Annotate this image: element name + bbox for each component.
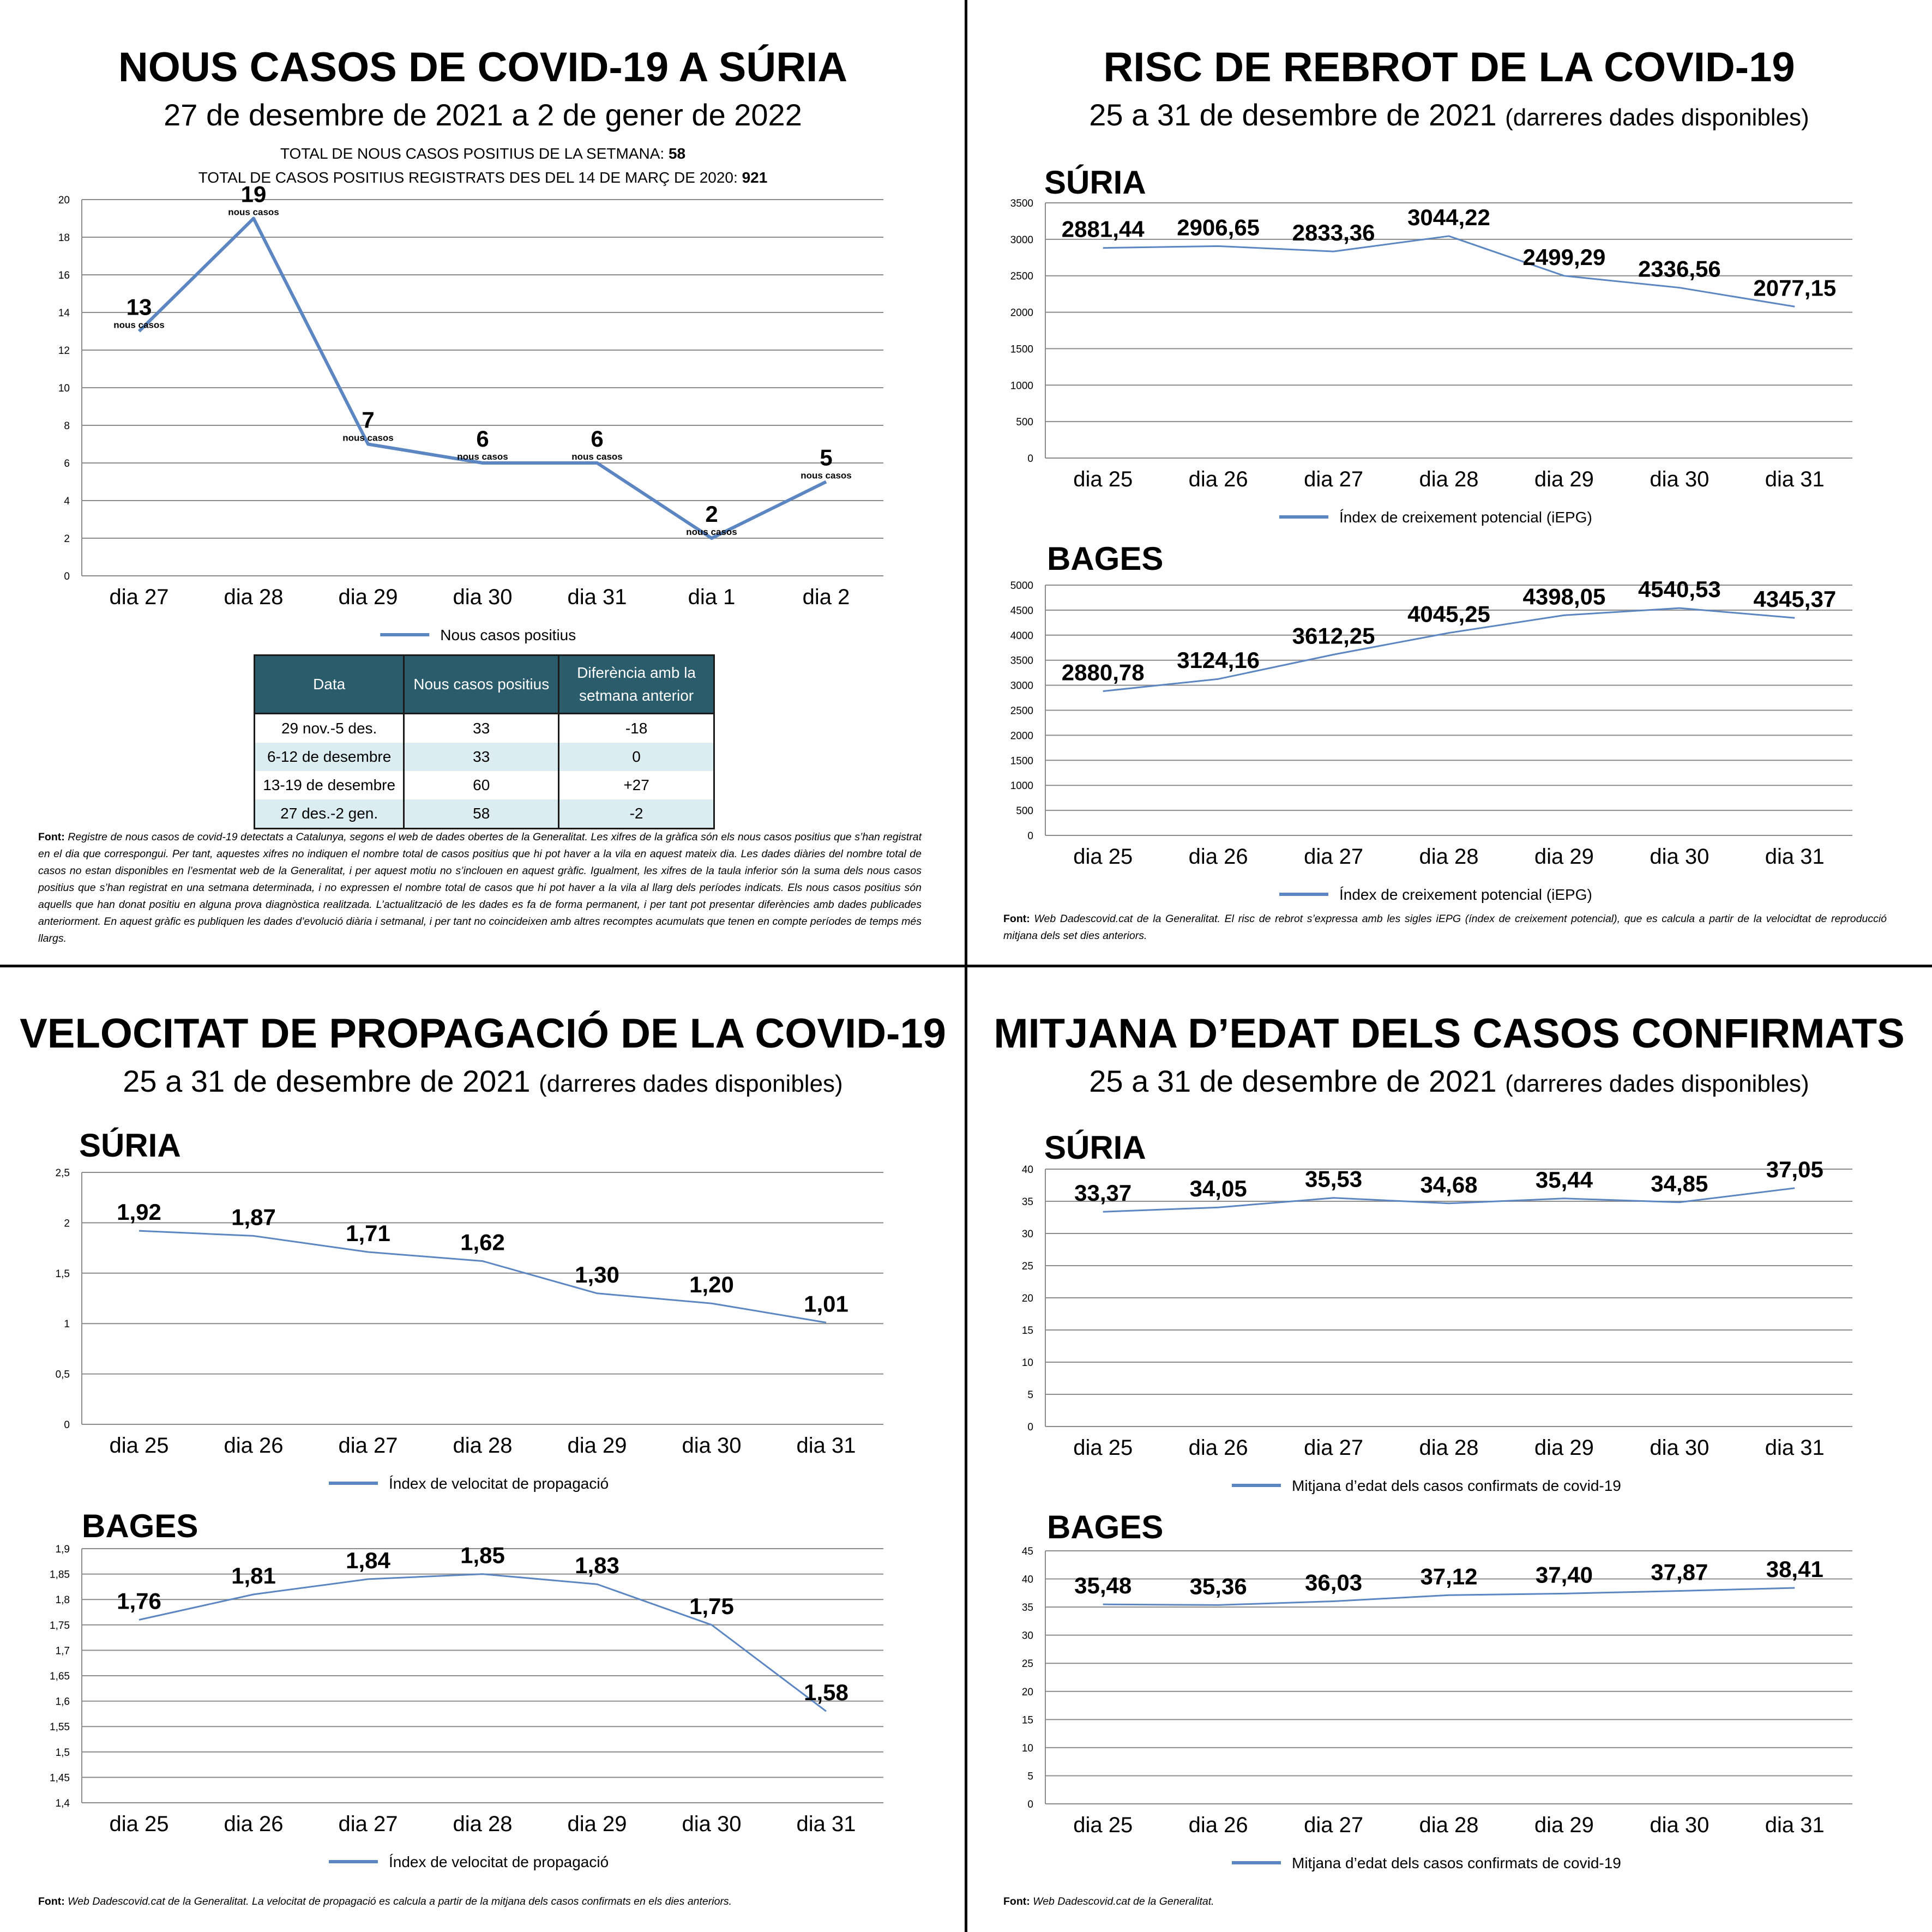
data-label: 3612,25 [1292,623,1375,649]
y-tick-label: 35 [1021,1602,1033,1614]
y-tick-label: 1,55 [50,1722,70,1734]
data-label: 4540,53 [1638,576,1721,603]
data-label: 1,30 [575,1261,619,1287]
data-label-note: nous casos [342,432,394,443]
x-tick-label: dia 31 [1765,467,1825,491]
data-label: 2336,56 [1638,256,1721,282]
y-tick-label: 1,8 [55,1594,70,1606]
source-note-text: Web Dadescovid.cat de la Generalitat. El risc de rebrot s’expressa amb les sigles iEPG (índex de creixement potencial), que es calcula a partir de la velocidtat de reproducció mitjana dels set dies anteriors. [1003,913,1887,942]
x-tick-label: dia 26 [224,1434,284,1458]
y-tick-label: 1000 [1010,380,1033,392]
data-label: 1,20 [689,1272,734,1298]
x-tick-label: dia 29 [1534,845,1594,869]
y-tick-label: 2 [64,533,70,545]
x-tick-label: dia 30 [682,1434,742,1458]
legend-label: Nous casos positius [440,627,576,643]
overall-total-label: TOTAL DE CASOS POSITIUS REGISTRATS DES DEL 14 DE MARÇ DE 2020: [198,169,742,186]
legend-label: Índex de velocitat de propagació [389,1853,609,1870]
x-tick-label: dia 29 [567,1434,627,1458]
source-note-text: Web Dadescovid.cat de la Generalitat. [1030,1895,1214,1907]
data-label: 38,41 [1766,1556,1823,1582]
data-label: 19 [240,181,267,207]
y-tick-label: 5 [1027,1771,1033,1783]
y-tick-label: 500 [1016,417,1033,429]
x-tick-label: dia 29 [1534,1813,1594,1837]
x-tick-label: dia 30 [1650,1813,1710,1837]
x-tick-label: dia 31 [567,585,627,609]
data-label: 13 [126,294,152,320]
data-label: 34,85 [1651,1170,1708,1196]
x-tick-label: dia 25 [1073,1813,1133,1837]
data-label: 5 [820,444,833,471]
data-label: 35,48 [1074,1573,1132,1599]
data-label: 1,84 [346,1547,390,1573]
section-label-suria: SÚRIA [79,1127,181,1164]
data-label-note: nous casos [571,452,623,462]
y-tick-label: 1000 [1010,780,1033,792]
y-tick-label: 25 [1021,1261,1033,1272]
y-tick-label: 10 [1021,1742,1033,1754]
data-label: 1,92 [117,1199,161,1225]
data-label-note: nous casos [686,527,737,537]
x-tick-label: dia 28 [1419,1436,1479,1460]
y-tick-label: 18 [58,232,70,244]
table-row [255,714,714,743]
panel-regrowth-risk [966,0,1932,966]
y-tick-label: 2000 [1010,307,1033,319]
source-note-label: Font: [1003,913,1030,925]
y-tick-label: 16 [58,270,70,281]
table-cell-diff: +27 [559,771,714,799]
y-tick-label: 2500 [1010,705,1033,717]
data-label: 3044,22 [1407,204,1490,230]
y-tick-label: 1500 [1010,755,1033,767]
subtitle-note: (darreres dades disponibles) [1505,1070,1809,1097]
x-tick-label: dia 25 [1073,1436,1133,1460]
y-tick-label: 1,6 [55,1696,70,1708]
cases-line-chart [0,0,966,654]
data-label: 4398,05 [1522,583,1606,610]
panel-new-cases [0,0,966,966]
x-tick-label: dia 29 [1534,467,1594,491]
data-label-note: nous casos [228,207,279,218]
source-note [38,1893,922,1910]
table-cell-date: 13-19 de desembre [255,771,404,799]
iepg-bages-line-chart [966,0,1932,927]
y-tick-label: 8 [64,420,70,432]
data-label: 35,53 [1305,1166,1363,1192]
y-tick-label: 35 [1021,1196,1033,1208]
section-label-suria: SÚRIA [1044,164,1146,201]
data-label: 2 [705,501,718,527]
x-tick-label: dia 25 [109,1812,169,1836]
y-tick-label: 20 [58,195,70,206]
y-tick-label: 3500 [1010,655,1033,667]
y-tick-label: 1 [64,1319,70,1331]
table-row [255,799,714,829]
y-tick-label: 30 [1021,1229,1033,1240]
y-tick-label: 1,5 [55,1747,70,1759]
legend-label: Mitjana d’edat dels casos confirmats de covid-19 [1292,1477,1621,1494]
data-label: 37,05 [1766,1156,1823,1182]
y-tick-label: 1,4 [55,1798,70,1809]
table-header-diff: Diferència amb la setmana anterior [559,655,714,714]
subtitle-dates: 25 a 31 de desembre de 2021 [1089,1064,1497,1098]
x-tick-label: dia 27 [338,1434,398,1458]
data-label: 2880,78 [1061,659,1145,685]
data-label: 2833,36 [1292,220,1375,246]
source-note-text: Web Dadescovid.cat de la Generalitat. La velocitat de propagació es calcula a partir de la mitjana dels casos confirmats en els dies anteriors. [64,1895,732,1907]
y-tick-label: 1,9 [55,1544,70,1555]
data-label: 33,37 [1074,1180,1132,1206]
data-label: 34,68 [1420,1171,1478,1197]
panel-subtitle: 27 de desembre de 2021 a 2 de gener de 2022 [164,98,802,132]
table-cell-diff: 0 [559,743,714,771]
data-label: 4045,25 [1407,601,1490,627]
series-line [139,219,826,539]
x-tick-label: dia 27 [338,1812,398,1836]
y-tick-label: 1,5 [55,1268,70,1280]
overall-total-value: 921 [742,169,768,186]
x-tick-label: dia 31 [1765,1436,1825,1460]
x-tick-label: dia 30 [1650,467,1710,491]
source-note [1003,911,1887,944]
panel-title: MITJANA D’EDAT DELS CASOS CONFIRMATS [994,1010,1905,1057]
subtitle-note: (darreres dades disponibles) [1505,104,1809,131]
x-tick-label: dia 28 [224,585,284,609]
data-label-note: nous casos [113,320,165,330]
source-note-text: Registre de nous casos de covid-19 detectats a Catalunya, segons el web de dades obertes de la Generalitat. Les xifres de la gràfica són els nous casos positius que s’han registrat en el dia que correspongui. Per tant, aquestes xifres no indiquen el nombre total de casos positius que hi pot haver a la vila en aquest mateix dia. Les dades diàries del nombre total de casos no estan disponibles en l’esmentat web de la Generalitat, i per aquest motiu no s’inclouen en aquest gràfic. Igualment, les xifres de la taula inferior són la suma dels nous casos positius que s’han registrat en una setmana determinada, i no expressen el nombre total de casos que hi pot haver a la vila al llarg dels períodes indicats. Els nous casos positius són aquells que han donat positiu en alguna prova diagnòstica realitzada. L’actualització de les dades es fa de forma permanent, i per tant pot presentar diferències amb dades publicades anteriorment. En aquest gràfic es publiquen les dades d’evolució diària i setmanal, i per tant no coincideixen amb altres recomptes acumulats que tenen en compte períodes de temps més llargs. [38,831,922,944]
table-row [255,743,714,771]
section-label-bages: BAGES [1047,1509,1164,1545]
table-header-row [255,655,714,714]
y-tick-label: 0,5 [55,1369,70,1381]
y-tick-label: 45 [1021,1546,1033,1557]
y-tick-label: 0 [1027,1799,1033,1810]
data-label: 35,36 [1189,1573,1247,1599]
y-tick-label: 30 [1021,1630,1033,1642]
table-cell-diff: -2 [559,799,714,829]
y-tick-label: 5000 [1010,580,1033,592]
y-tick-label: 1,65 [50,1671,70,1682]
legend-label: Índex de creixement potencial (iEPG) [1339,509,1592,526]
x-tick-label: dia 28 [453,1434,513,1458]
y-tick-label: 3500 [1010,198,1033,209]
x-tick-label: dia 29 [1534,1436,1594,1460]
y-tick-label: 500 [1016,805,1033,817]
table-cell-date: 27 des.-2 gen. [255,799,404,829]
data-label: 1,71 [346,1220,390,1246]
source-note [1003,1893,1887,1910]
x-tick-label: dia 31 [796,1812,856,1836]
weekly-cases-table [254,654,715,829]
data-label: 1,83 [575,1552,619,1579]
x-tick-label: dia 26 [1188,467,1248,491]
y-tick-label: 0 [64,1419,70,1431]
x-tick-label: dia 29 [338,585,398,609]
source-note-label: Font: [38,1895,65,1907]
y-tick-label: 4000 [1010,630,1033,642]
x-tick-label: dia 26 [1188,1436,1248,1460]
data-label: 37,87 [1651,1559,1708,1585]
x-tick-label: dia 1 [688,585,736,609]
y-tick-label: 0 [1027,1422,1033,1433]
panel-propagation-speed [0,966,966,1932]
y-tick-label: 10 [1021,1357,1033,1369]
source-note [38,829,922,947]
y-tick-label: 15 [1021,1325,1033,1337]
x-tick-label: dia 31 [1765,1813,1825,1837]
y-tick-label: 2000 [1010,730,1033,742]
x-tick-label: dia 28 [1419,467,1479,491]
x-tick-label: dia 27 [1304,1436,1364,1460]
table-cell-date: 6-12 de desembre [255,743,404,771]
y-tick-label: 1,45 [50,1772,70,1784]
data-label: 36,03 [1305,1569,1363,1596]
y-tick-label: 3000 [1010,680,1033,692]
table-cell-cases: 60 [404,771,559,799]
y-tick-label: 1500 [1010,344,1033,356]
x-tick-label: dia 26 [1188,1813,1248,1837]
panel-title: NOUS CASOS DE COVID-19 A SÚRIA [118,44,848,91]
data-label: 37,12 [1420,1563,1478,1590]
x-tick-label: dia 28 [453,1812,513,1836]
subtitle-dates: 25 a 31 de desembre de 2021 [1089,98,1497,132]
data-label: 2881,44 [1061,216,1145,242]
table-header-date: Data [255,655,404,714]
data-label: 4345,37 [1753,586,1837,612]
y-tick-label: 2,5 [55,1167,70,1179]
x-tick-label: dia 30 [682,1812,742,1836]
legend-label: Mitjana d’edat dels casos confirmats de covid-19 [1292,1855,1621,1871]
x-tick-label: dia 30 [1650,845,1710,869]
table-cell-cases: 33 [404,743,559,771]
x-tick-label: dia 25 [1073,845,1133,869]
table-cell-date: 29 nov.-5 des. [255,714,404,743]
data-label: 35,44 [1535,1166,1593,1193]
x-tick-label: dia 31 [1765,845,1825,869]
panel-title: VELOCITAT DE PROPAGACIÓ DE LA COVID-19 [20,1010,946,1057]
source-note-label: Font: [38,831,65,843]
data-label: 1,75 [689,1593,734,1619]
y-tick-label: 2 [64,1218,70,1230]
x-tick-label: dia 25 [1073,467,1133,491]
data-label: 7 [362,407,375,433]
data-label: 3124,16 [1177,647,1260,673]
subtitle-note: (darreres dades disponibles) [539,1070,843,1097]
y-tick-label: 3000 [1010,234,1033,246]
data-label: 6 [591,426,604,452]
x-tick-label: dia 28 [1419,1813,1479,1837]
y-tick-label: 5 [1027,1389,1033,1401]
legend-label: Índex de creixement potencial (iEPG) [1339,886,1592,903]
x-tick-label: dia 27 [1304,1813,1364,1837]
section-label-bages: BAGES [1047,540,1164,577]
y-tick-label: 40 [1021,1164,1033,1176]
source-note-label: Font: [1003,1895,1030,1907]
y-tick-label: 0 [1027,453,1033,465]
table-row [255,771,714,799]
y-tick-label: 4500 [1010,605,1033,617]
data-label: 2499,29 [1522,244,1606,270]
y-tick-label: 1,75 [50,1620,70,1632]
y-tick-label: 20 [1021,1686,1033,1698]
data-label: 1,85 [460,1542,505,1568]
data-label: 1,76 [117,1588,161,1614]
age-bages-line-chart [966,966,1932,1893]
y-tick-label: 0 [64,571,70,582]
x-tick-label: dia 27 [1304,467,1364,491]
legend-label: Índex de velocitat de propagació [389,1475,609,1492]
x-tick-label: dia 25 [109,1434,169,1458]
data-label: 1,62 [460,1229,505,1255]
y-tick-label: 1,85 [50,1569,70,1581]
y-tick-label: 14 [58,308,70,319]
data-label: 6 [476,426,489,452]
y-tick-label: 12 [58,345,70,357]
data-label: 2906,65 [1177,214,1260,240]
table-cell-cases: 58 [404,799,559,829]
data-label: 34,05 [1189,1176,1247,1202]
x-tick-label: dia 30 [453,585,513,609]
section-label-bages: BAGES [82,1508,198,1544]
x-tick-label: dia 31 [796,1434,856,1458]
x-tick-label: dia 27 [1304,845,1364,869]
weekly-total-value: 58 [668,145,686,162]
panel-average-age [966,966,1932,1932]
y-tick-label: 6 [64,458,70,470]
x-tick-label: dia 28 [1419,845,1479,869]
data-label: 1,58 [804,1680,848,1706]
table-cell-cases: 33 [404,714,559,743]
rt-bages-line-chart [0,966,966,1893]
data-label: 1,87 [231,1204,276,1230]
panel-title: RISC DE REBROT DE LA COVID-19 [1103,44,1795,91]
data-label: 2077,15 [1753,275,1837,301]
y-tick-label: 15 [1021,1714,1033,1726]
weekly-total-label: TOTAL DE NOUS CASOS POSITIUS DE LA SETMANA: [280,145,669,162]
y-tick-label: 2500 [1010,270,1033,282]
y-tick-label: 0 [1027,830,1033,842]
y-tick-label: 20 [1021,1293,1033,1304]
table-header-cases: Nous casos positius [404,655,559,714]
y-tick-label: 10 [58,383,70,394]
y-tick-label: 40 [1021,1574,1033,1586]
x-tick-label: dia 27 [109,585,169,609]
data-label: 1,01 [804,1291,848,1317]
x-tick-label: dia 2 [802,585,850,609]
section-label-suria: SÚRIA [1044,1129,1146,1166]
x-tick-label: dia 26 [224,1812,284,1836]
y-tick-label: 4 [64,496,70,507]
data-label-note: nous casos [801,470,852,481]
x-tick-label: dia 30 [1650,1436,1710,1460]
y-tick-label: 1,7 [55,1645,70,1657]
data-label-note: nous casos [457,452,508,462]
data-label: 1,81 [231,1562,276,1588]
x-tick-label: dia 26 [1188,845,1248,869]
y-tick-label: 25 [1021,1658,1033,1670]
subtitle-dates: 25 a 31 de desembre de 2021 [123,1064,531,1098]
table-cell-diff: -18 [559,714,714,743]
data-label: 37,40 [1535,1562,1593,1588]
x-tick-label: dia 29 [567,1812,627,1836]
